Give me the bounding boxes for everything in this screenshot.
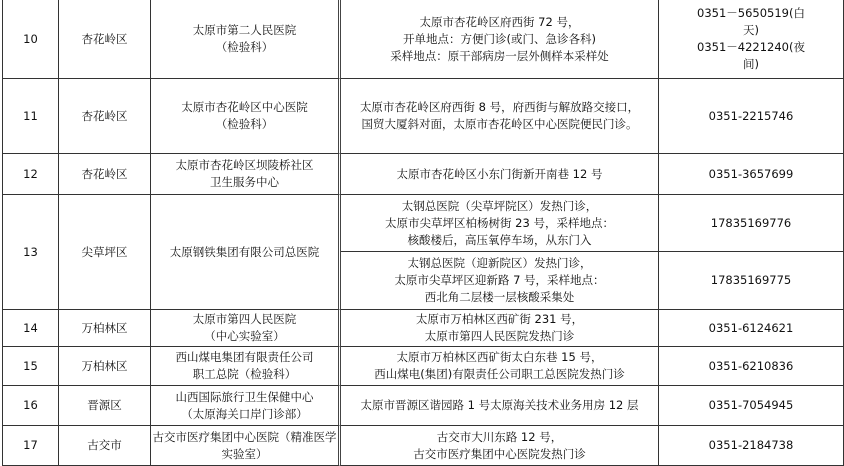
row-16-hospital: 山西国际旅行卫生保健中心 （太原海关口岸门诊部） [151, 386, 341, 426]
row-14-address: 太原市万柏林区西矿街 231 号， 太原市第四人民医院发热门诊 [341, 310, 659, 347]
row-14-district: 万柏林区 [59, 310, 151, 347]
row-15-district: 万柏林区 [59, 347, 151, 386]
row-15-number: 15 [2, 347, 59, 386]
row-14-number: 14 [2, 310, 59, 347]
row-13-sub-1-address: 太钢总医院（尖草坪院区）发热门诊， 太原市尖草坪区柏杨树街 23 号，采样地点： 核酸楼后，高压氧停车场，从东门入 [341, 195, 659, 252]
row-13-number: 13 [2, 195, 59, 310]
row-17-phone: 0351-2184738 [659, 426, 844, 466]
row-10-address: 太原市杏花岭区府西街 72 号， 开单地点：方便门诊(或门、急诊各科) 采样地点：原干部病房一层外侧样本采样处 [341, 0, 659, 79]
row-11-phone: 0351-2215746 [659, 79, 844, 154]
row-12-number: 12 [2, 154, 59, 195]
row-13-hospital: 太原钢铁集团有限公司总医院 [151, 195, 341, 310]
row-12-hospital: 太原市杏花岭区坝陵桥社区 卫生服务中心 [151, 154, 341, 195]
row-10-district: 杏花岭区 [59, 0, 151, 79]
row-15-hospital: 西山煤电集团有限责任公司 职工总院（检验科） [151, 347, 341, 386]
row-12-address: 太原市杏花岭区小东门街新开南巷 12 号 [341, 154, 659, 195]
row-17-number: 17 [2, 426, 59, 466]
row-16-number: 16 [2, 386, 59, 426]
row-13-sub-1-phone: 17835169776 [659, 195, 844, 252]
row-12-district: 杏花岭区 [59, 154, 151, 195]
row-16-district: 晋源区 [59, 386, 151, 426]
row-15-address: 太原市万柏林区西矿街太白东巷 15 号， 西山煤电(集团)有限责任公司职工总医院发热门诊 [341, 347, 659, 386]
row-16-address: 太原市晋源区谐园路 1 号太原海关技术业务用房 12 层 [341, 386, 659, 426]
row-11-district: 杏花岭区 [59, 79, 151, 154]
row-10-phone: 0351－5650519(白 天) 0351－4221240(夜 间) [659, 0, 844, 79]
row-11-number: 11 [2, 79, 59, 154]
row-17-district: 古交市 [59, 426, 151, 466]
row-17-hospital: 古交市医疗集团中心医院（精准医学 实验室） [151, 426, 341, 466]
row-12-phone: 0351-3657699 [659, 154, 844, 195]
row-13-district: 尖草坪区 [59, 195, 151, 310]
row-16-phone: 0351-7054945 [659, 386, 844, 426]
row-11-hospital: 太原市杏花岭区中心医院 （检验科） [151, 79, 341, 154]
row-10-hospital: 太原市第二人民医院 （检验科） [151, 0, 341, 79]
row-17-address: 古交市大川东路 12 号， 古交市医疗集团中心医院发热门诊 [341, 426, 659, 466]
row-10-number: 10 [2, 0, 59, 79]
row-14-hospital: 太原市第四人民医院 （中心实验室） [151, 310, 341, 347]
row-13-sub-2-address: 太钢总医院（迎新院区）发热门诊， 太原市尖草坪区迎新路 7 号，采样地点： 西北角二层楼一层核酸采集处 [341, 252, 659, 310]
row-15-phone: 0351-6210836 [659, 347, 844, 386]
row-14-phone: 0351-6124621 [659, 310, 844, 347]
row-13-sub-2-phone: 17835169775 [659, 252, 844, 310]
row-11-address: 太原市杏花岭区府西街 8 号，府西街与解放路交接口， 国贸大厦斜对面，太原市杏花岭区中心医院便民门诊。 [341, 79, 659, 154]
